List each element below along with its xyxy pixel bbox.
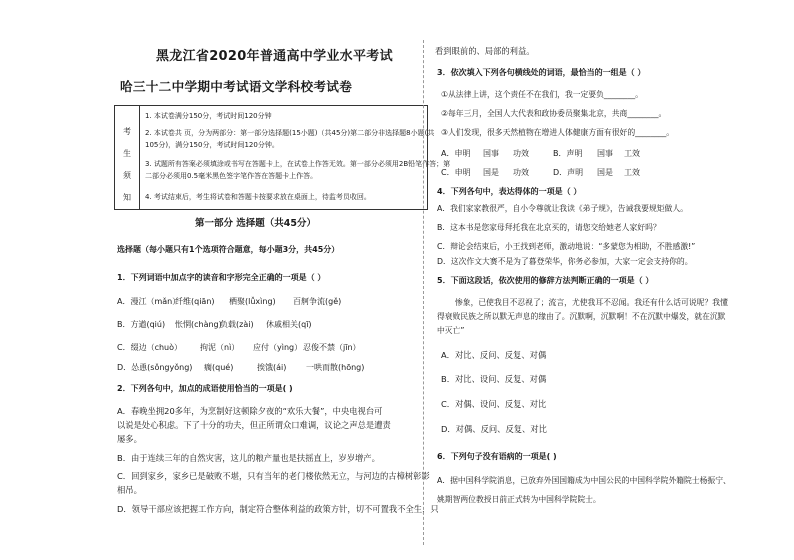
- q1-option-part: D．怂恿(sǒngyǒng): [117, 363, 193, 372]
- q1-option-part: 拘泥（nì）: [200, 343, 240, 352]
- q6-option-line: A．据中国科学院消息，已放弃外国国籍成为中国公民的中国科学院外籍院士杨振宁、: [437, 476, 731, 485]
- right-top-text: 看到眼前的、局部的利益。: [435, 46, 535, 56]
- q2-stem: 2．下列各句中，加点的成语使用恰当的一项是( ): [117, 384, 293, 393]
- notice-item: 105分)，满分150分，考试时间120分钟。: [145, 141, 279, 149]
- q3-option-part: A．申明: [441, 149, 471, 158]
- q1-option-part: B．方遒(qiú): [117, 320, 166, 329]
- q1-option-part: 百舸争流(gě): [293, 297, 342, 306]
- q1-option-part: 应付（yìng）: [253, 343, 303, 352]
- q1-option-part: 忍俊不禁（jīn）: [303, 343, 361, 352]
- q3-stem: 3．依次填入下列各句横线处的词语，最恰当的一组是（ ）: [437, 68, 646, 77]
- q5-option: B．对比、设问、反复、对偶: [441, 374, 547, 384]
- notice-side-char: 须: [123, 171, 131, 180]
- part1-intro: 选择题（每小题只有1个选项符合题意，每小题3分，共45分）: [117, 245, 340, 254]
- notice-item: 2. 本试卷共 页，分为两部分：第一部分选择题(15小题)（共45分)第二部分非选择题8小题(共: [145, 129, 435, 137]
- q3-sentence: ③人们发现，很多天然植物在增进人体健康方面有很好的________。: [441, 128, 675, 137]
- q4-option: C．辩论会结束后，小王找到老师，激动地说：“多蒙您为相助，不胜感激!”: [437, 242, 696, 251]
- q1-option-part: C．缀边（chuò）: [117, 343, 183, 352]
- notice-item: 3. 试题所有答案必须填涂或书写在答题卡上，在试卷上作答无效。第一部分必须用2B铅笔作答；第: [145, 160, 451, 168]
- q3-option-part: 功效: [513, 149, 529, 158]
- q3-option-part: 国事: [483, 149, 499, 158]
- q5-option: D．对偶、反问、反复、对比: [441, 424, 547, 434]
- q1-option-part: 瘸(qué): [204, 363, 234, 372]
- q6-option-line: 姚期智两位教授日前正式转为中国科学院院士。: [437, 495, 601, 504]
- q1-stem: 1．下列词语中加点字的读音和字形完全正确的一项是（ ）: [117, 273, 326, 282]
- q3-option-part: 国事: [597, 149, 613, 158]
- exam-title-line2: 哈三十二中学期中考试语文学科校考试卷: [120, 79, 353, 94]
- q1-option-part: 栖聚(lǚxìng): [229, 297, 276, 306]
- q5-passage-line: 惨象，已使我目不忍视了；流言，尤使我耳不忍闻。我还有什么话可说呢？我懂: [455, 298, 728, 307]
- q2-option-line: A．春晚坐拥20多年，为烹制好这顿除夕夜的“欢乐大餐”，中央电视台可: [117, 406, 383, 416]
- notice-item: 1. 本试卷满分150分，考试时间120分钟: [145, 112, 272, 120]
- notice-item: 4. 考试结束后，考生将试卷和答题卡按要求放在桌面上，待监考员收回。: [145, 193, 371, 201]
- q1-option-part: 纤维(qiān): [175, 297, 215, 306]
- q1-option-part: 挨饿(ái): [257, 363, 287, 372]
- q4-option: D．这次作文大赛不是为了暮登荣华，你务必参加，大家一定会支持你的。: [437, 257, 693, 266]
- q2-option-line: 相吊。: [117, 485, 142, 495]
- q6-stem: 6．下列句子没有语病的一项是( ): [437, 452, 557, 461]
- q5-option: A．对比、反问、反复、对偶: [441, 350, 547, 360]
- q3-option-part: 工效: [624, 168, 640, 177]
- notice-item: 二部分必须用0.5毫米黑色签字笔作答在答题卡上作答。: [145, 172, 318, 180]
- notice-side-char: 考: [123, 127, 131, 136]
- q2-option-line: D．领导干部应该把握工作方向，制定符合整体利益的政策方针，切不可置我不全生，只: [117, 504, 439, 514]
- q2-option-line: 屡多。: [117, 434, 142, 444]
- q1-option-part: 休戚相关(qī): [266, 320, 312, 329]
- exam-notice-box: [114, 105, 451, 210]
- q1-option-part: 负载(zài): [220, 320, 254, 329]
- notice-side-label: [115, 106, 140, 209]
- q2-option-line: C．回到家乡，家乡已是破败不堪，只有当年的老门楼依然无立，与河边的古樟树彰影: [117, 471, 430, 481]
- q4-stem: 4．下列各句中，表达得体的一项是（ ）: [437, 187, 582, 196]
- q3-option-part: 国是: [483, 168, 499, 177]
- q4-option: B．这本书是您家母拜托我在北京买的，请您交给她老人家好吗？: [437, 223, 661, 232]
- q2-option-line: 以说是处心积虑。下了十分的功夫，但正所谓众口难调，议论之声总是遭责: [117, 420, 391, 430]
- q1-option-part: 怅惘(chàng): [175, 320, 222, 329]
- q5-stem: 5．下面这段话，依次使用的修辞方法判断正确的一项是（ ）: [437, 276, 654, 285]
- q3-option-part: 工效: [624, 149, 640, 158]
- q3-option-part: 功效: [513, 168, 529, 177]
- q4-option: A．我们家家教很严，自小令尊就让我读《弟子规》，告诫我要规矩做人。: [437, 204, 688, 213]
- part1-heading: 第一部分 选择题（共45分）: [195, 218, 317, 229]
- notice-side-char: 知: [123, 193, 131, 202]
- q3-option-part: 国是: [597, 168, 613, 177]
- q5-option: C．对偶、设问、反复、对比: [441, 399, 547, 409]
- q3-option-part: B．声明: [553, 149, 583, 158]
- q5-passage-line: 中灭亡”: [437, 326, 465, 335]
- q3-option-part: D．声明: [553, 168, 584, 177]
- q1-option-part: A．漫江（mǎn）: [117, 297, 181, 306]
- q3-option-part: C．申明: [441, 168, 471, 177]
- exam-title-line1: 黑龙江省2020年普通高中学业水平考试: [156, 49, 393, 64]
- q3-sentence: ①从法律上讲，这个责任不在我们，我一定要负________。: [441, 90, 643, 99]
- notice-side-char: 生: [123, 149, 131, 158]
- column-divider: [423, 40, 424, 545]
- q1-option-part: 一哄而散(hōng): [306, 363, 365, 372]
- q5-passage-line: 得衰败民族之所以默无声息的缘由了。沉默啊，沉默啊！不在沉默中爆发，就在沉默: [437, 312, 726, 321]
- q2-option-line: B．由于连续三年的自然灾害，这儿的粮产量也是扶摇直上，岁岁增产。: [117, 453, 380, 463]
- q3-sentence: ②每年三月，全国人大代表和政协委员聚集北京，共商________。: [441, 109, 667, 118]
